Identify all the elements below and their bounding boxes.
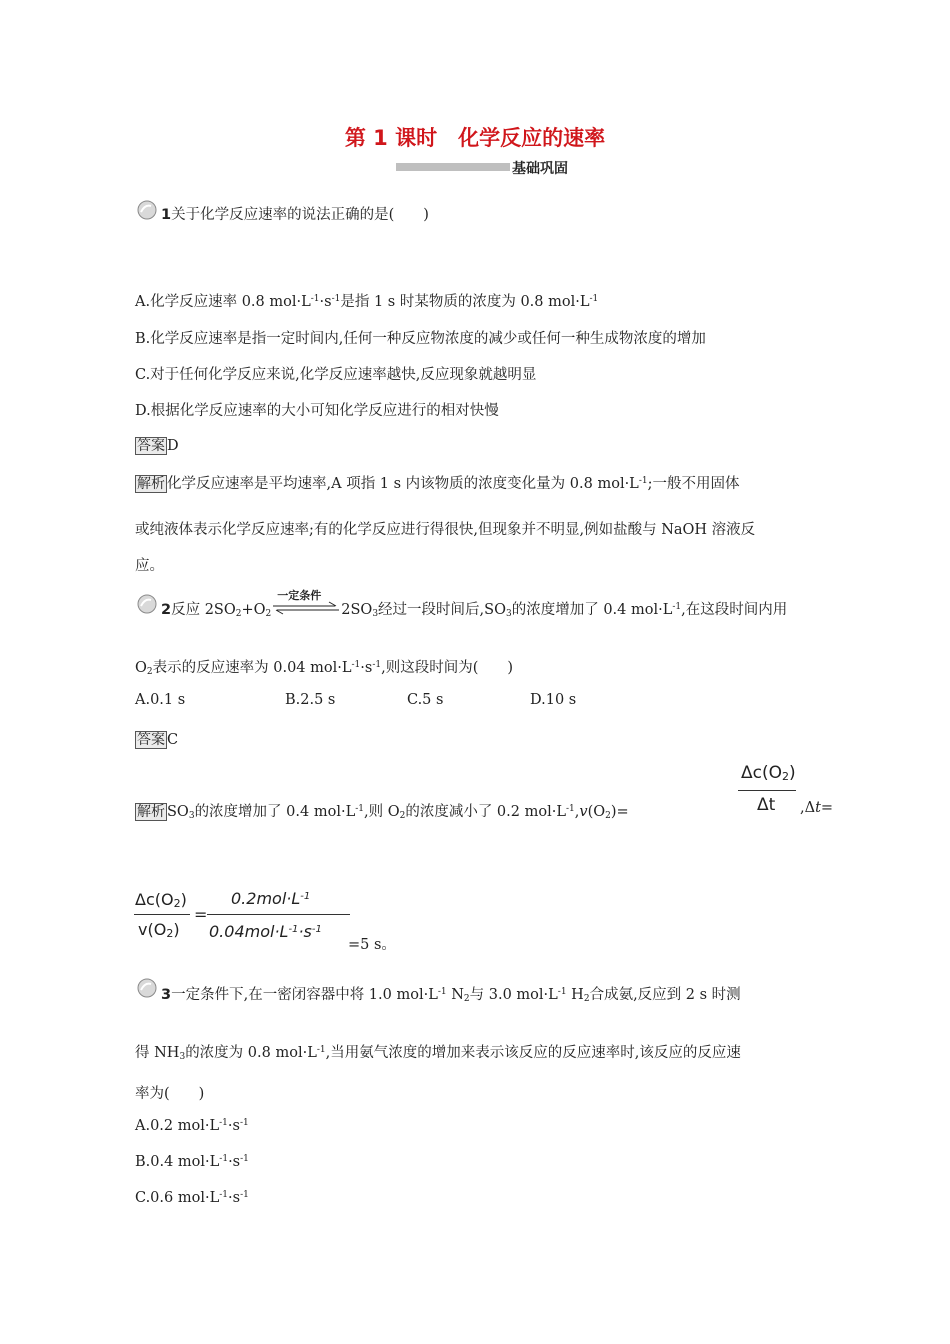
fraction-numerator: $\Delta c(O_2)$ xyxy=(135,890,187,910)
analysis-label: 解析 xyxy=(137,476,165,492)
option-a: A.0.2 $mol\cdot L^{-1}\cdot s^{-1}$ xyxy=(135,1118,249,1134)
fraction-denominator: $0.04mol\cdot L^{-1}\cdot s^{-1}$ xyxy=(209,922,322,941)
option-c: C.5 s xyxy=(407,692,444,708)
option-b: B.2.5 s xyxy=(285,692,336,708)
section-bar xyxy=(396,163,510,171)
analysis-1-line-1: 解析 化学反应速率是平均速率,A 项指 1 s 内该物质的浓度变化量为 0.8 $mol\cdot L^{-1}$;一般不用固体 xyxy=(137,476,740,492)
answer-label: 答案 xyxy=(137,438,165,454)
fraction-denominator: $v(O_2)$ xyxy=(138,920,180,940)
question-bubble-icon xyxy=(137,200,157,220)
fraction-numerator: $\Delta c(O_2)$ xyxy=(741,763,796,783)
analysis-2-delta-t: ,Δt= xyxy=(800,800,834,816)
question-1-stem: 1关于化学反应速率的说法正确的是( ) xyxy=(161,207,429,223)
fraction-numerator: $0.2mol\cdot L^{-1}$ xyxy=(231,889,311,908)
fraction-bar xyxy=(207,914,350,915)
question-3-stem: 3一定条件下,在一密闭容器中将 1.0 $mol\cdot L^{-1}$ $N_2$与 3.0 $mol\cdot L^{-1}$ $H_2$合成氨,反应到 2 s 时测 xyxy=(161,987,741,1004)
equals-sign: = xyxy=(194,905,208,924)
question-2-stem: 2反应 $2SO_2+O_2$ 一定条件 $2SO_3$经过一段时间后$,SO_3$的浓度增加了 0.4 $mol\cdot L^{-1}$,在这段时间内用 xyxy=(161,589,788,619)
option-a: A.化学反应速率 0.8 $mol\cdot L^{-1}\cdot s^{-1}$是指 1 s 时某物质的浓度为 0.8 $mol\cdot L^{-1}$ xyxy=(135,294,599,310)
option-c: C.对于任何化学反应来说,化学反应速率越快,反应现象就越明显 xyxy=(135,367,537,383)
fraction-denominator: Δt xyxy=(757,795,776,815)
section-label: 基础巩固 xyxy=(512,161,568,177)
option-d: D.根据化学反应速率的大小可知化学反应进行的相对快慢 xyxy=(135,403,499,419)
fraction-bar xyxy=(738,790,796,791)
question-bubble-icon xyxy=(137,594,157,614)
question-3-line-2: 得 $NH_3$的浓度为 0.8 $mol\cdot L^{-1}$,当用氨气浓度的增加来表示该反应的反应速率时,该反应的反应速 xyxy=(135,1045,741,1062)
result-text: =5 s。 xyxy=(348,937,396,953)
analysis-1-line-3: 应。 xyxy=(135,558,164,574)
option-b: B.化学反应速率是指一定时间内,任何一种反应物浓度的减少或任何一种生成物浓度的增加 xyxy=(135,331,706,347)
option-d: D.10 s xyxy=(530,692,577,708)
option-b: B.0.4 $mol\cdot L^{-1}\cdot s^{-1}$ xyxy=(135,1154,249,1170)
question-3-line-3: 率为( ) xyxy=(135,1086,205,1102)
equilibrium-arrow-icon: 一定条件 xyxy=(271,599,341,617)
analysis-2-line-1: 解析 $SO_3$的浓度增加了 0.4 $mol\cdot L^{-1}$,则 $O_2$的浓度减小了 0.2 $mol\cdot L^{-1},v(O_2)=$ xyxy=(137,804,629,821)
page-title: 第 1 课时 化学反应的速率 xyxy=(344,126,606,150)
answer-1: 答案 D xyxy=(137,438,179,454)
analysis-1-line-2: 或纯液体表示化学反应速率;有的化学反应进行得很快,但现象并不明显,例如盐酸与 NaOH 溶液反 xyxy=(135,522,756,538)
fraction-bar xyxy=(134,914,190,915)
question-number: 1 xyxy=(161,207,172,223)
option-a: A.0.1 s xyxy=(135,692,186,708)
question-bubble-icon xyxy=(137,978,157,998)
answer-2: 答案 C xyxy=(137,732,179,748)
option-c: C.0.6 $mol\cdot L^{-1}\cdot s^{-1}$ xyxy=(135,1190,249,1206)
question-2-line-2: $O_2$表示的反应速率为 0.04 $mol\cdot L^{-1}\cdot s^{-1}$,则这段时间为( ) xyxy=(135,660,514,677)
